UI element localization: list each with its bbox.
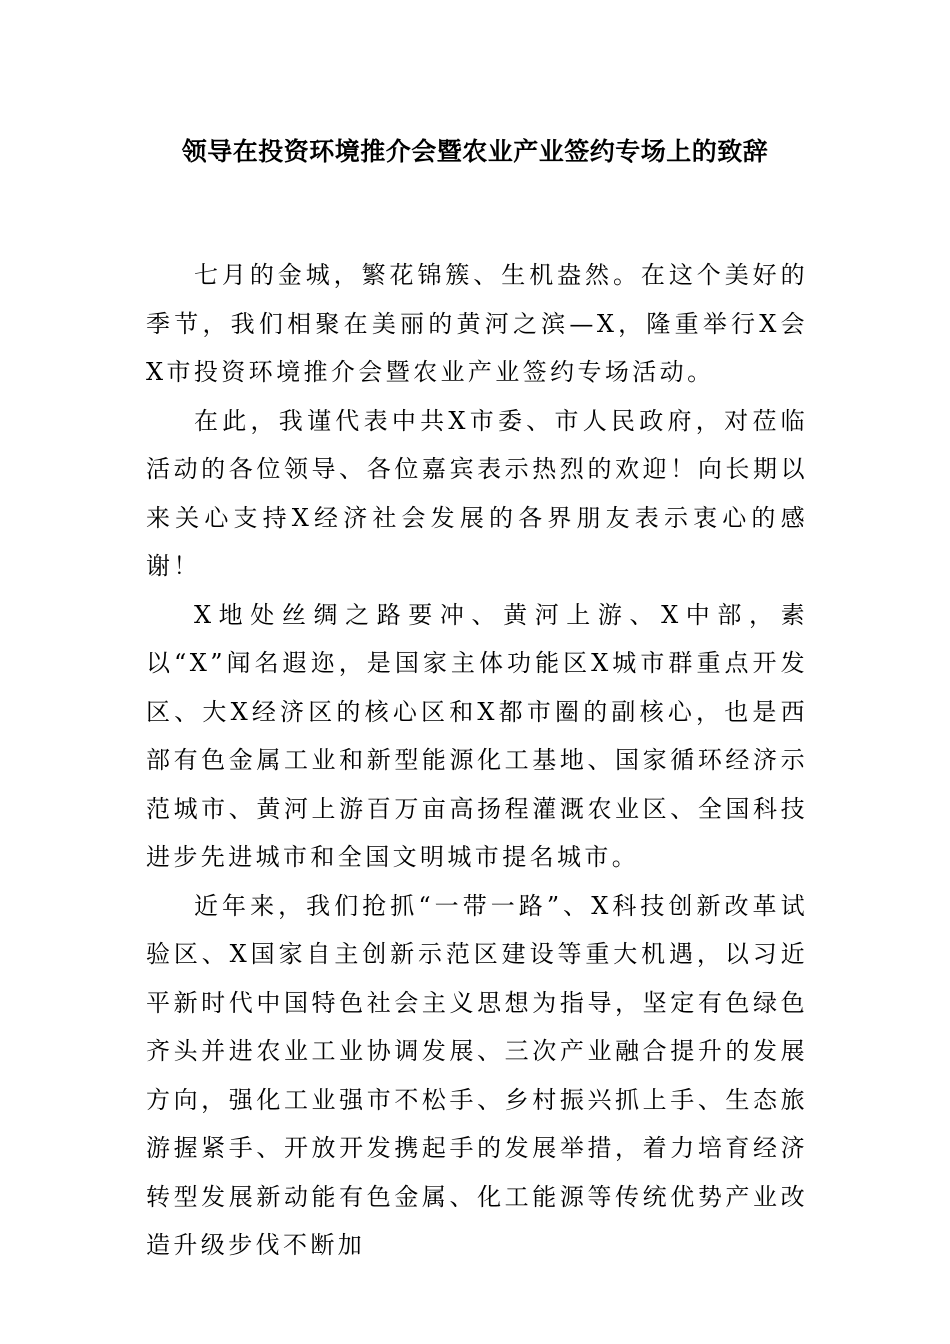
document-body	[146, 251, 808, 1270]
paragraph-development: 近年来，我们抢抓“一带一路”、X科技创新改革试验区、X国家自主创新示范区建设等重大机遇，以习近平新时代中国特色社会主义思想为指导，坚定有色绿色齐头并进农业工业协调发展、三次产业融合提升的发展方向，强化工业强市不松手、乡村振兴抓上手、生态旅游握紧手、开放开发携起手的发展举措，着力培育经济转型发展新动能有色金属、化工能源等传统优势产业改造升级步伐不断加	[146, 891, 808, 1259]
document-title: 领导在投资环境推介会暨农业产业签约专场上的致辞	[181, 137, 769, 166]
paragraph-welcome: 在此，我谨代表中共X市委、市人民政府，对莅临活动的各位领导、各位嘉宾表示热烈的欢迎！向长期以来关心支持X经济社会发展的各界朋友表示衷心的感谢！	[146, 406, 808, 580]
paragraph-city-profile: X地处丝绸之路要冲、黄河上游、X中部，素以“X”闻名遐迩，是国家主体功能区X城市群重点开发区、大X经济区的核心区和X都市圈的副核心，也是西部有色金属工业和新型能源化工基地、国家循环经济示范城市、黄河上游百万亩高扬程灌溉农业区、全国科技进步先进城市和全国文明城市提名城市。	[146, 600, 808, 871]
paragraph-greeting: 七月的金城，繁花锦簇、生机盎然。在这个美好的季节，我们相聚在美丽的黄河之滨—X，隆重举行X会X市投资环境推介会暨农业产业签约专场活动。	[146, 261, 808, 386]
